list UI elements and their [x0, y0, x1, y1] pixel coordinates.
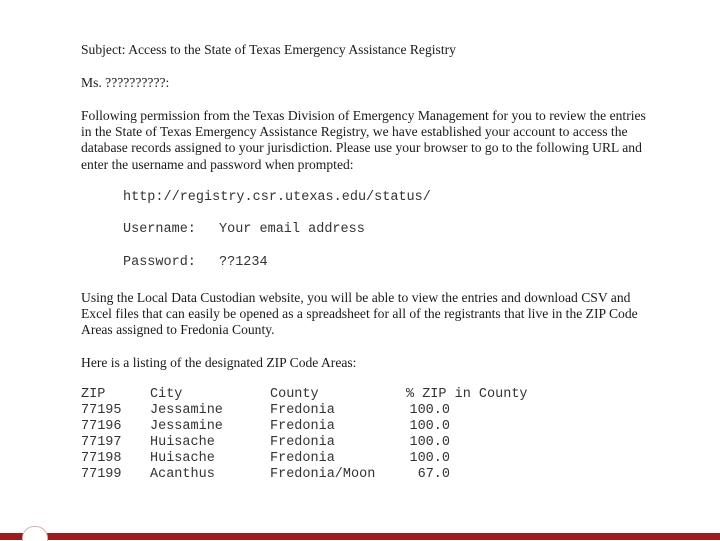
header-county: County — [270, 387, 319, 402]
cell-zip: 77197 — [81, 435, 122, 450]
cell-city: Jessamine — [150, 403, 223, 418]
cell-pct: 100.0 — [409, 435, 450, 450]
cell-county: Fredonia — [270, 419, 335, 434]
username-value: Your email address — [219, 222, 365, 237]
password-label: Password: — [123, 255, 196, 270]
cell-zip: 77198 — [81, 451, 122, 466]
header-pct: % ZIP in County — [406, 387, 528, 402]
header-city: City — [150, 387, 183, 402]
email-subject: Subject: Access to the State of Texas Emergency Assistance Registry — [81, 42, 456, 57]
cell-zip: 77196 — [81, 419, 122, 434]
cell-zip: 77199 — [81, 467, 122, 482]
cell-pct: 100.0 — [409, 451, 450, 466]
cell-city: Acanthus — [150, 467, 215, 482]
password-value: ??1234 — [219, 255, 268, 270]
username-label: Username: — [123, 222, 196, 237]
registry-url[interactable]: http://registry.csr.utexas.edu/status/ — [123, 190, 431, 205]
cell-county: Fredonia — [270, 435, 335, 450]
cell-city: Huisache — [150, 451, 215, 466]
intro-paragraph: Following permission from the Texas Division of Emergency Management for you to review the entries in the State of Texas Emergency Assistance Registry, we have established your account to access the database records assigned to your jurisdiction. Please use your browser to go to the following URL and enter the username and password when prompted: — [81, 108, 646, 172]
footer-logo-icon — [22, 526, 48, 541]
cell-zip: 77195 — [81, 403, 122, 418]
cell-county: Fredonia/Moon — [270, 467, 376, 482]
website-paragraph: Using the Local Data Custodian website, you will be able to view the entries and download CSV and Excel files that can easily be opened as a spreadsheet for all of the registrants that live in the ZIP Code Areas assigned to Fredonia County. — [81, 290, 638, 338]
listing-intro: Here is a listing of the designated ZIP Code Areas: — [81, 355, 357, 370]
footer-bar — [0, 533, 720, 540]
cell-city: Jessamine — [150, 419, 223, 434]
cell-pct: 67.0 — [417, 467, 450, 482]
cell-county: Fredonia — [270, 451, 335, 466]
cell-pct: 100.0 — [409, 403, 450, 418]
cell-pct: 100.0 — [409, 419, 450, 434]
salutation: Ms. ??????????: — [81, 75, 170, 90]
cell-county: Fredonia — [270, 403, 335, 418]
cell-city: Huisache — [150, 435, 215, 450]
header-zip: ZIP — [81, 387, 106, 402]
